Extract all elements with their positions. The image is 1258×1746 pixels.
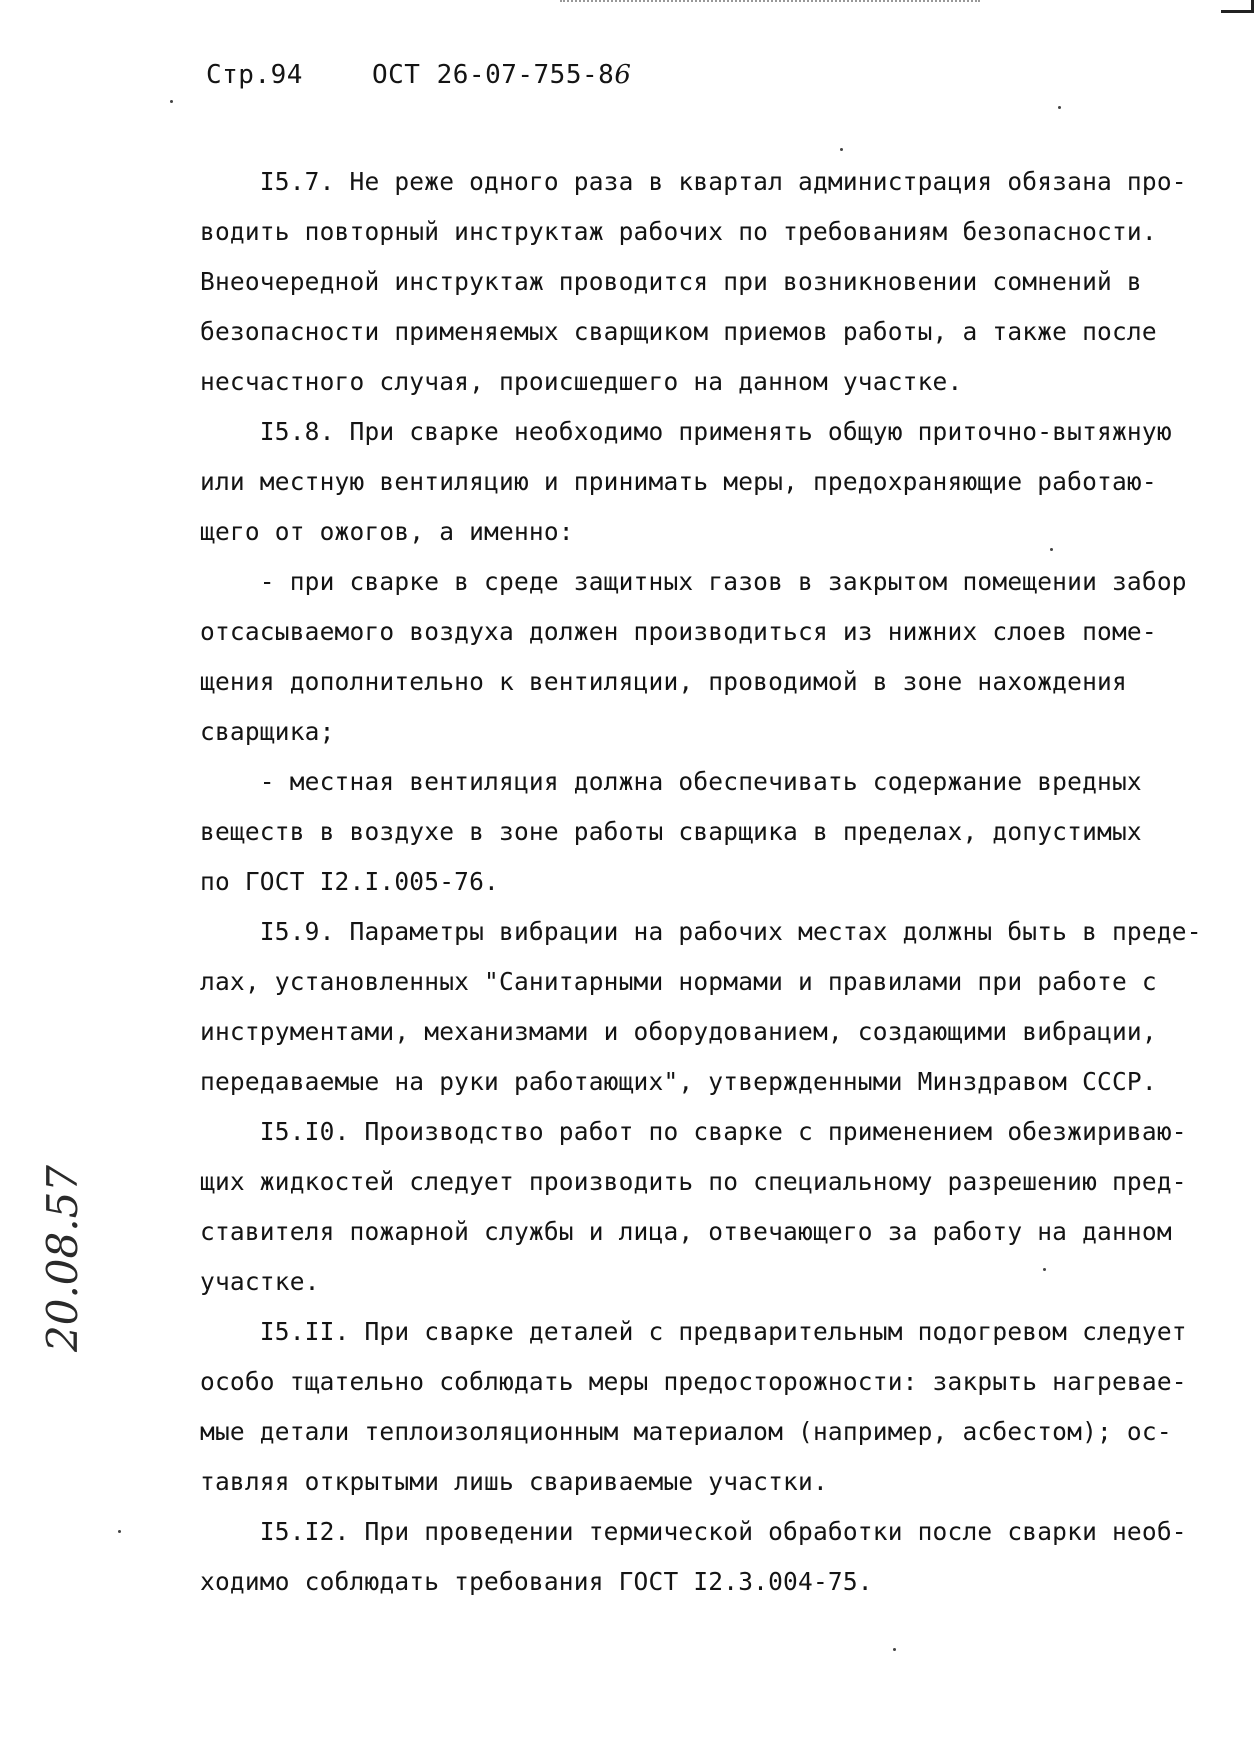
scan-speck	[840, 148, 843, 151]
text-line: веществ в воздухе в зоне работы сварщика в пределах, допустимых	[200, 817, 1142, 846]
document-code-handwritten-digit: 6	[614, 60, 632, 90]
text-line: тавляя открытыми лишь свариваемые участки.	[200, 1467, 828, 1496]
text-line: I5.7. Не реже одного раза в квартал администрация обязана про-	[200, 167, 1187, 196]
scan-speck	[1043, 1268, 1046, 1271]
text-line: ставителя пожарной службы и лица, отвечающего за работу на данном	[200, 1217, 1172, 1246]
document-code-text: ОСТ 26-07-755-8	[372, 60, 615, 90]
text-line: отсасываемого воздуха должен производиться из нижних слоев поме-	[200, 617, 1157, 646]
text-line: лах, установленных "Санитарными нормами и правилами при работе с	[200, 967, 1157, 996]
text-line: - местная вентиляция должна обеспечивать содержание вредных	[200, 767, 1142, 796]
text-line: I5.I2. При проведении термической обработки после сварки необ-	[200, 1517, 1187, 1546]
text-line: I5.9. Параметры вибрации на рабочих местах должны быть в преде-	[200, 917, 1202, 946]
text-line: мые детали теплоизоляционным материалом (например, асбестом); ос-	[200, 1417, 1172, 1446]
text-line: I5.I0. Производство работ по сварке с применением обезжириваю-	[200, 1117, 1187, 1146]
handwritten-margin-note: 20.08.57	[38, 1164, 87, 1352]
text-line: Внеочередной инструктаж проводится при возникновении сомнений в	[200, 267, 1142, 296]
page-header	[206, 60, 631, 90]
text-line: I5.8. При сварке необходимо применять общую приточно-вытяжную	[200, 417, 1172, 446]
scan-speck	[1058, 106, 1061, 109]
top-edge-scrap	[560, 0, 980, 8]
scan-speck	[170, 100, 173, 103]
text-line: безопасности применяемых сварщиком приемов работы, а также после	[200, 317, 1157, 346]
text-line: участке.	[200, 1267, 320, 1296]
text-line: I5.II. При сварке деталей с предварительным подогревом следует	[200, 1317, 1187, 1346]
scan-speck	[118, 1530, 121, 1533]
text-line: инструментами, механизмами и оборудованием, создающими вибрации,	[200, 1017, 1157, 1046]
text-line: по ГОСТ I2.I.005-76.	[200, 867, 500, 896]
scan-speck	[1050, 548, 1053, 551]
scan-speck	[893, 1648, 896, 1651]
text-line: или местную вентиляцию и принимать меры, предохраняющие работаю-	[200, 467, 1157, 496]
page-number: Стр.94	[206, 60, 303, 90]
text-line: водить повторный инструктаж рабочих по требованиям безопасности.	[200, 217, 1157, 246]
text-line: сварщика;	[200, 717, 335, 746]
text-line: щения дополнительно к вентиляции, проводимой в зоне нахождения	[200, 667, 1127, 696]
text-line: особо тщательно соблюдать меры предосторожности: закрыть нагревае-	[200, 1367, 1187, 1396]
text-line: передаваемые на руки работающих", утвержденными Минздравом СССР.	[200, 1067, 1157, 1096]
body-text	[200, 157, 1200, 1607]
document-code	[372, 60, 631, 90]
text-line: щих жидкостей следует производить по специальному разрешению пред-	[200, 1167, 1187, 1196]
text-line: несчастного случая, происшедшего на данном участке.	[200, 367, 963, 396]
text-line: - при сварке в среде защитных газов в закрытом помещении забор	[200, 567, 1187, 596]
text-line: ходимо соблюдать требования ГОСТ I2.3.004-75.	[200, 1567, 873, 1596]
corner-mark	[1221, 0, 1254, 13]
text-line: щего от ожогов, а именно:	[200, 517, 574, 546]
